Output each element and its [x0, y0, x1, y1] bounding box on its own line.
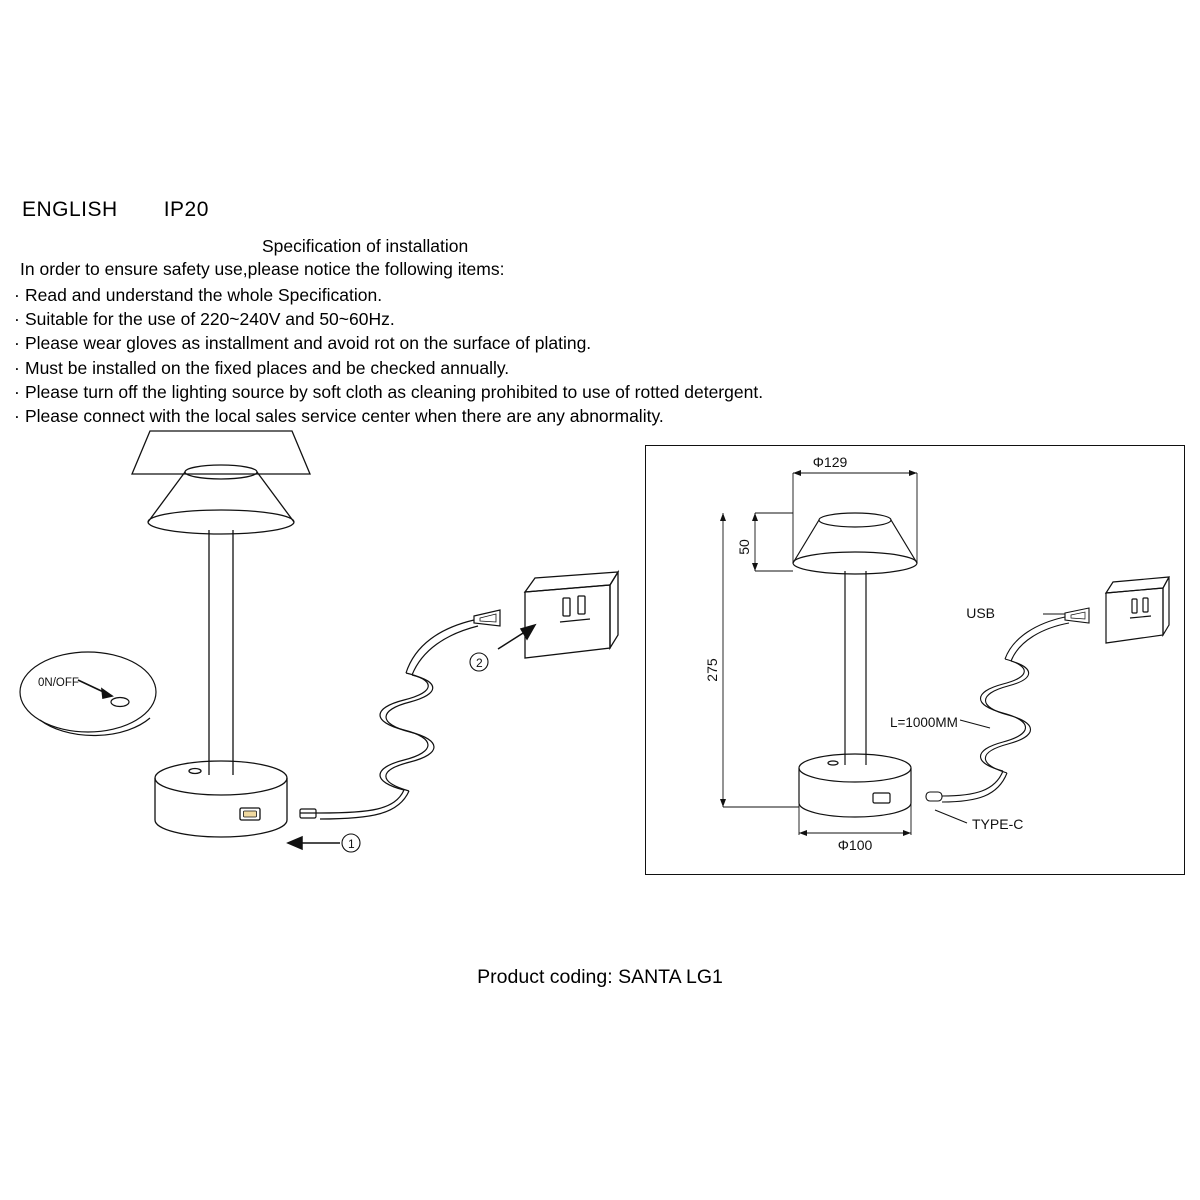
bullet-icon: ·: [14, 381, 20, 402]
list-item: [14, 307, 763, 331]
bullet-text: Must be installed on the fixed places and be checked annually.: [25, 357, 510, 378]
usb-label: USB: [966, 605, 995, 621]
list-item: [14, 283, 763, 307]
dimension-drawing: [645, 445, 1185, 875]
spec-intro: In order to ensure safety use,please notice the following items:: [20, 259, 505, 279]
product-coding: Product coding: SANTA LG1: [477, 966, 723, 988]
bullet-text: Suitable for the use of 220~240V and 50~60Hz.: [25, 309, 395, 330]
bullet-text: Please turn off the lighting source by soft cloth as cleaning prohibited to use of rotted detergent.: [25, 381, 764, 402]
bullet-icon: ·: [14, 333, 20, 354]
language-label: ENGLISH: [22, 198, 118, 221]
bullet-text: Please connect with the local sales service center when there are any abnormality.: [25, 406, 664, 427]
on-off-label: 0N/OFF: [38, 677, 79, 689]
diagram-area: [0, 430, 1200, 900]
list-item: [14, 356, 763, 380]
list-item: [14, 380, 763, 404]
shade-diameter-label: Φ129: [812, 454, 848, 470]
step-2-label: 2: [476, 656, 483, 670]
bullet-icon: ·: [14, 406, 20, 427]
spec-bullet-list: [14, 283, 763, 428]
bullet-icon: ·: [14, 309, 20, 330]
bullet-text: Please wear gloves as installment and avoid rot on the surface of plating.: [25, 333, 592, 354]
ip-rating-label: IP20: [163, 198, 209, 221]
total-height-label: 275: [704, 658, 720, 682]
shade-height-label: 50: [736, 539, 752, 555]
list-item: [14, 331, 763, 355]
bullet-icon: ·: [14, 285, 20, 305]
spec-title: Specification of installation: [262, 236, 469, 256]
type-c-label: TYPE-C: [972, 816, 1024, 832]
cable-length-label: L=1000MM: [890, 715, 958, 730]
header: [22, 198, 209, 222]
step-1-label: 1: [348, 837, 355, 851]
bullet-icon: ·: [14, 357, 20, 378]
installation-illustration: [0, 430, 660, 900]
bullet-text: Read and understand the whole Specification.: [25, 285, 383, 305]
base-diameter-label: Φ100: [837, 837, 873, 853]
list-item: [14, 404, 763, 428]
